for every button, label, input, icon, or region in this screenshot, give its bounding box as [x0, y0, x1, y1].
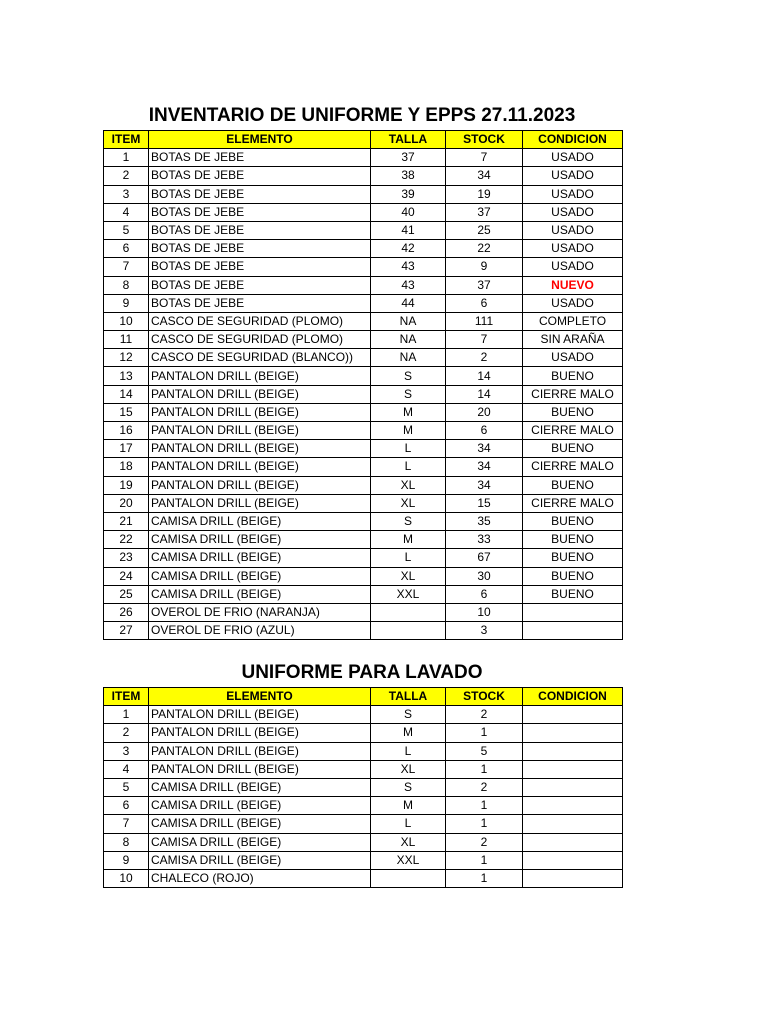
element-cell: CAMISA DRILL (BEIGE)	[149, 778, 371, 796]
condition-cell	[523, 603, 623, 621]
item-cell: 3	[104, 185, 149, 203]
element-cell: BOTAS DE JEBE	[149, 185, 371, 203]
stock-cell: 2	[446, 349, 523, 367]
size-cell: L	[371, 440, 446, 458]
table-row	[104, 422, 623, 440]
table-row	[104, 403, 623, 421]
element-cell: PANTALON DRILL (BEIGE)	[149, 742, 371, 760]
size-cell: S	[371, 385, 446, 403]
condition-cell	[523, 815, 623, 833]
condition-cell: BUENO	[523, 367, 623, 385]
size-cell: M	[371, 422, 446, 440]
size-cell: L	[371, 815, 446, 833]
condition-cell: USADO	[523, 185, 623, 203]
table-row	[104, 851, 623, 869]
condition-cell	[523, 622, 623, 640]
condition-cell: USADO	[523, 221, 623, 239]
condition-cell: USADO	[523, 149, 623, 167]
table-row	[104, 185, 623, 203]
size-cell	[371, 869, 446, 887]
size-cell: 38	[371, 167, 446, 185]
condition-cell: USADO	[523, 240, 623, 258]
item-cell: 9	[104, 851, 149, 869]
stock-cell: 1	[446, 815, 523, 833]
size-cell: L	[371, 549, 446, 567]
table-row	[104, 385, 623, 403]
table-row	[104, 440, 623, 458]
stock-cell: 6	[446, 422, 523, 440]
element-cell: BOTAS DE JEBE	[149, 276, 371, 294]
stock-cell: 30	[446, 567, 523, 585]
item-cell: 1	[104, 706, 149, 724]
item-cell: 26	[104, 603, 149, 621]
size-cell: 42	[371, 240, 446, 258]
element-cell: CHALECO (ROJO)	[149, 869, 371, 887]
table-row	[104, 331, 623, 349]
size-cell: XL	[371, 833, 446, 851]
header-condition: CONDICION	[523, 688, 623, 706]
table-row	[104, 221, 623, 239]
table-row	[104, 815, 623, 833]
table-row	[104, 203, 623, 221]
size-cell: 44	[371, 294, 446, 312]
table-row	[104, 869, 623, 887]
stock-cell: 20	[446, 403, 523, 421]
condition-cell: COMPLETO	[523, 312, 623, 330]
stock-cell: 34	[446, 440, 523, 458]
condition-cell	[523, 706, 623, 724]
item-cell: 10	[104, 869, 149, 887]
condition-cell: CIERRE MALO	[523, 385, 623, 403]
condition-cell: USADO	[523, 349, 623, 367]
condition-cell: BUENO	[523, 440, 623, 458]
stock-cell: 1	[446, 851, 523, 869]
table-row	[104, 476, 623, 494]
size-cell: 43	[371, 276, 446, 294]
table-row	[104, 778, 623, 796]
stock-cell: 37	[446, 203, 523, 221]
stock-cell: 14	[446, 367, 523, 385]
size-cell: 43	[371, 258, 446, 276]
size-cell: S	[371, 512, 446, 530]
table-row	[104, 312, 623, 330]
stock-cell: 6	[446, 585, 523, 603]
stock-cell: 33	[446, 531, 523, 549]
item-cell: 10	[104, 312, 149, 330]
element-cell: PANTALON DRILL (BEIGE)	[149, 385, 371, 403]
stock-cell: 34	[446, 476, 523, 494]
element-cell: CAMISA DRILL (BEIGE)	[149, 567, 371, 585]
item-cell: 9	[104, 294, 149, 312]
item-cell: 6	[104, 240, 149, 258]
header-item: ITEM	[104, 131, 149, 149]
stock-cell: 7	[446, 331, 523, 349]
item-cell: 1	[104, 149, 149, 167]
condition-cell: BUENO	[523, 549, 623, 567]
size-cell: NA	[371, 312, 446, 330]
laundry-table	[103, 687, 623, 888]
element-cell: BOTAS DE JEBE	[149, 149, 371, 167]
condition-cell: BUENO	[523, 567, 623, 585]
item-cell: 15	[104, 403, 149, 421]
header-stock: STOCK	[446, 131, 523, 149]
stock-cell: 10	[446, 603, 523, 621]
condition-cell: BUENO	[523, 512, 623, 530]
table-row	[104, 567, 623, 585]
stock-cell: 2	[446, 706, 523, 724]
element-cell: PANTALON DRILL (BEIGE)	[149, 494, 371, 512]
condition-cell	[523, 851, 623, 869]
stock-cell: 2	[446, 778, 523, 796]
table-row	[104, 622, 623, 640]
header-size: TALLA	[371, 131, 446, 149]
condition-cell: BUENO	[523, 476, 623, 494]
condition-cell: USADO	[523, 294, 623, 312]
size-cell: NA	[371, 349, 446, 367]
condition-cell: BUENO	[523, 531, 623, 549]
item-cell: 12	[104, 349, 149, 367]
element-cell: CAMISA DRILL (BEIGE)	[149, 585, 371, 603]
stock-cell: 25	[446, 221, 523, 239]
item-cell: 17	[104, 440, 149, 458]
element-cell: CAMISA DRILL (BEIGE)	[149, 797, 371, 815]
item-cell: 13	[104, 367, 149, 385]
condition-cell: SIN ARAÑA	[523, 331, 623, 349]
table-row	[104, 367, 623, 385]
condition-cell: CIERRE MALO	[523, 458, 623, 476]
stock-cell: 7	[446, 149, 523, 167]
table-row	[104, 724, 623, 742]
stock-cell: 6	[446, 294, 523, 312]
stock-cell: 3	[446, 622, 523, 640]
item-cell: 5	[104, 778, 149, 796]
element-cell: BOTAS DE JEBE	[149, 203, 371, 221]
header-condition: CONDICION	[523, 131, 623, 149]
element-cell: PANTALON DRILL (BEIGE)	[149, 760, 371, 778]
element-cell: BOTAS DE JEBE	[149, 258, 371, 276]
element-cell: PANTALON DRILL (BEIGE)	[149, 706, 371, 724]
condition-cell	[523, 833, 623, 851]
item-cell: 5	[104, 221, 149, 239]
table-row	[104, 742, 623, 760]
table-row	[104, 149, 623, 167]
item-cell: 20	[104, 494, 149, 512]
condition-cell	[523, 760, 623, 778]
table-row	[104, 349, 623, 367]
size-cell: 40	[371, 203, 446, 221]
table-header-row	[104, 688, 623, 706]
item-cell: 2	[104, 167, 149, 185]
header-stock: STOCK	[446, 688, 523, 706]
stock-cell: 1	[446, 760, 523, 778]
table-row	[104, 603, 623, 621]
stock-cell: 22	[446, 240, 523, 258]
item-cell: 2	[104, 724, 149, 742]
table-row	[104, 549, 623, 567]
header-element: ELEMENTO	[149, 688, 371, 706]
header-size: TALLA	[371, 688, 446, 706]
size-cell: M	[371, 531, 446, 549]
table-row	[104, 294, 623, 312]
table-row	[104, 760, 623, 778]
table-row	[104, 706, 623, 724]
stock-cell: 2	[446, 833, 523, 851]
inventory-title: INVENTARIO DE UNIFORME Y EPPS 27.11.2023	[148, 105, 576, 126]
element-cell: CAMISA DRILL (BEIGE)	[149, 833, 371, 851]
condition-cell	[523, 724, 623, 742]
element-cell: BOTAS DE JEBE	[149, 167, 371, 185]
item-cell: 6	[104, 797, 149, 815]
stock-cell: 19	[446, 185, 523, 203]
size-cell	[371, 603, 446, 621]
element-cell: PANTALON DRILL (BEIGE)	[149, 476, 371, 494]
table-row	[104, 258, 623, 276]
condition-cell: BUENO	[523, 403, 623, 421]
size-cell: 39	[371, 185, 446, 203]
size-cell: XXL	[371, 585, 446, 603]
size-cell: XL	[371, 476, 446, 494]
size-cell: L	[371, 742, 446, 760]
item-cell: 14	[104, 385, 149, 403]
item-cell: 25	[104, 585, 149, 603]
size-cell: XL	[371, 567, 446, 585]
item-cell: 11	[104, 331, 149, 349]
inventory-table	[103, 130, 623, 640]
stock-cell: 37	[446, 276, 523, 294]
element-cell: OVEROL DE FRIO (NARANJA)	[149, 603, 371, 621]
element-cell: CASCO DE SEGURIDAD (BLANCO))	[149, 349, 371, 367]
element-cell: CASCO DE SEGURIDAD (PLOMO)	[149, 331, 371, 349]
condition-cell	[523, 742, 623, 760]
element-cell: PANTALON DRILL (BEIGE)	[149, 458, 371, 476]
element-cell: BOTAS DE JEBE	[149, 294, 371, 312]
item-cell: 3	[104, 742, 149, 760]
size-cell: M	[371, 724, 446, 742]
element-cell: CAMISA DRILL (BEIGE)	[149, 512, 371, 530]
table-row	[104, 167, 623, 185]
condition-cell: USADO	[523, 258, 623, 276]
condition-cell: USADO	[523, 167, 623, 185]
laundry-title: UNIFORME PARA LAVADO	[241, 662, 483, 683]
element-cell: CAMISA DRILL (BEIGE)	[149, 531, 371, 549]
size-cell: L	[371, 458, 446, 476]
table-header-row	[104, 131, 623, 149]
size-cell: M	[371, 797, 446, 815]
stock-cell: 1	[446, 724, 523, 742]
element-cell: PANTALON DRILL (BEIGE)	[149, 367, 371, 385]
stock-cell: 34	[446, 458, 523, 476]
element-cell: PANTALON DRILL (BEIGE)	[149, 403, 371, 421]
size-cell	[371, 622, 446, 640]
condition-cell: NUEVO	[523, 276, 623, 294]
condition-cell	[523, 797, 623, 815]
item-cell: 21	[104, 512, 149, 530]
header-item: ITEM	[104, 688, 149, 706]
element-cell: BOTAS DE JEBE	[149, 240, 371, 258]
table-row	[104, 276, 623, 294]
header-element: ELEMENTO	[149, 131, 371, 149]
size-cell: M	[371, 403, 446, 421]
condition-cell: CIERRE MALO	[523, 422, 623, 440]
item-cell: 8	[104, 833, 149, 851]
item-cell: 22	[104, 531, 149, 549]
size-cell: XL	[371, 760, 446, 778]
element-cell: OVEROL DE FRIO (AZUL)	[149, 622, 371, 640]
table-row	[104, 240, 623, 258]
size-cell: S	[371, 778, 446, 796]
table-row	[104, 494, 623, 512]
condition-cell: CIERRE MALO	[523, 494, 623, 512]
item-cell: 7	[104, 258, 149, 276]
item-cell: 27	[104, 622, 149, 640]
table-row	[104, 458, 623, 476]
item-cell: 7	[104, 815, 149, 833]
element-cell: PANTALON DRILL (BEIGE)	[149, 422, 371, 440]
stock-cell: 9	[446, 258, 523, 276]
stock-cell: 1	[446, 797, 523, 815]
condition-cell: BUENO	[523, 585, 623, 603]
condition-cell: USADO	[523, 203, 623, 221]
element-cell: CAMISA DRILL (BEIGE)	[149, 549, 371, 567]
stock-cell: 67	[446, 549, 523, 567]
stock-cell: 14	[446, 385, 523, 403]
stock-cell: 34	[446, 167, 523, 185]
item-cell: 8	[104, 276, 149, 294]
stock-cell: 5	[446, 742, 523, 760]
table-row	[104, 585, 623, 603]
table-row	[104, 531, 623, 549]
size-cell: XXL	[371, 851, 446, 869]
size-cell: S	[371, 706, 446, 724]
element-cell: BOTAS DE JEBE	[149, 221, 371, 239]
table-row	[104, 512, 623, 530]
size-cell: 37	[371, 149, 446, 167]
element-cell: PANTALON DRILL (BEIGE)	[149, 440, 371, 458]
item-cell: 4	[104, 760, 149, 778]
item-cell: 23	[104, 549, 149, 567]
size-cell: S	[371, 367, 446, 385]
condition-cell	[523, 869, 623, 887]
stock-cell: 1	[446, 869, 523, 887]
stock-cell: 15	[446, 494, 523, 512]
stock-cell: 111	[446, 312, 523, 330]
item-cell: 16	[104, 422, 149, 440]
element-cell: CAMISA DRILL (BEIGE)	[149, 851, 371, 869]
stock-cell: 35	[446, 512, 523, 530]
table-row	[104, 797, 623, 815]
size-cell: NA	[371, 331, 446, 349]
element-cell: CAMISA DRILL (BEIGE)	[149, 815, 371, 833]
table-row	[104, 833, 623, 851]
item-cell: 19	[104, 476, 149, 494]
item-cell: 24	[104, 567, 149, 585]
condition-cell	[523, 778, 623, 796]
item-cell: 18	[104, 458, 149, 476]
element-cell: PANTALON DRILL (BEIGE)	[149, 724, 371, 742]
size-cell: XL	[371, 494, 446, 512]
item-cell: 4	[104, 203, 149, 221]
element-cell: CASCO DE SEGURIDAD (PLOMO)	[149, 312, 371, 330]
size-cell: 41	[371, 221, 446, 239]
